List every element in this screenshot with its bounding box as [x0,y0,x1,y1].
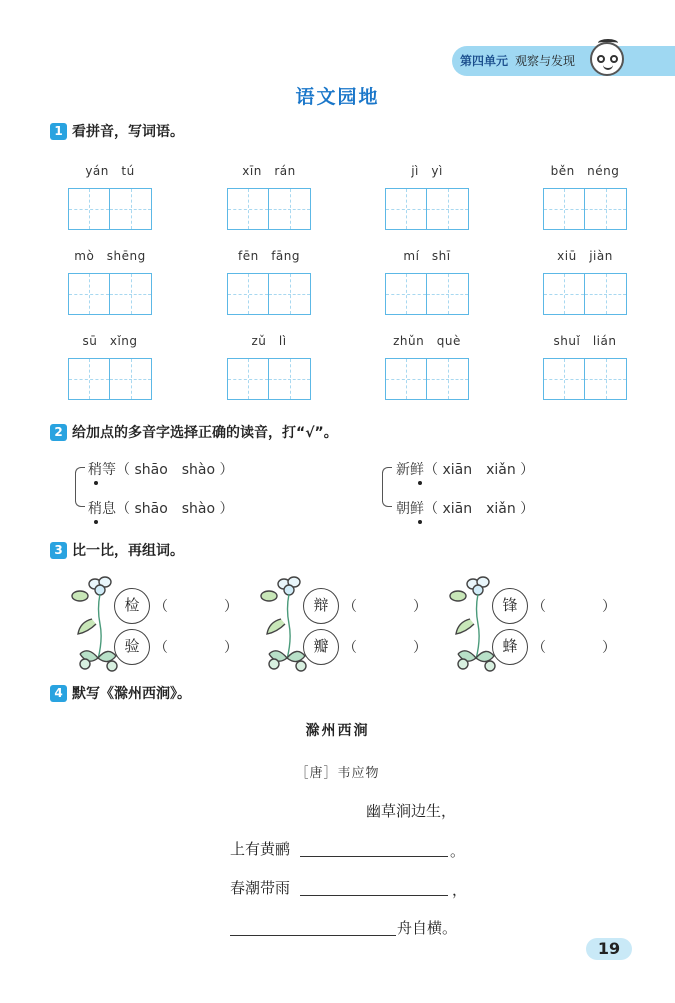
writing-grid[interactable] [68,188,152,230]
pinyin-item [227,162,311,180]
emphasis-dot [94,481,98,485]
page-title: 语文园地 [295,86,380,108]
writing-grid[interactable] [385,188,469,230]
question-2-text: 给加点的多音字选择正确的读音，打“√”。 [72,425,338,441]
pinyin-item [227,247,311,265]
pinyin-item [385,162,469,180]
answer-blank[interactable] [300,856,448,857]
writing-cell[interactable] [227,188,269,230]
writing-cell[interactable] [68,188,110,230]
writing-cell[interactable] [269,358,311,400]
writing-cell[interactable] [385,188,427,230]
pinyin-text: zhǔn què [393,334,461,348]
writing-cell[interactable] [269,273,311,315]
question-1-text: 看拼音，写词语。 [72,124,184,140]
pinyin-text: yán tú [85,164,135,178]
writing-cell[interactable] [110,188,152,230]
writing-grid[interactable] [385,358,469,400]
writing-grid[interactable] [227,273,311,315]
writing-cell[interactable] [110,358,152,400]
brace-left [75,467,85,507]
poem-line-3-start: 春潮带雨 [230,879,291,897]
writing-cell[interactable] [110,273,152,315]
answer-paren[interactable]: （ ） [154,599,238,615]
poem-author: ［唐］韦应物 [295,766,380,781]
pinyin-text: zǔ lì [251,334,287,348]
cartoon-face-icon [590,42,624,76]
pinyin-text: jì yì [411,164,443,178]
poem-line-2-start: 上有黄鹂 [230,840,291,858]
pinyin-text: fēn fāng [237,249,300,263]
pinyin-item [543,162,627,180]
pinyin-text: xīn rán [242,164,296,178]
writing-grid[interactable] [227,188,311,230]
character-circle: 蜂 [492,629,528,665]
writing-cell[interactable] [227,273,269,315]
unit-title: 观察与发现 [515,54,576,68]
poem-line-1: 幽草涧边生， [366,802,457,820]
pinyin-item [227,332,311,350]
writing-cell[interactable] [227,358,269,400]
poem-line-3-end: ， [452,881,468,899]
character-circle: 锋 [492,588,528,624]
writing-cell[interactable] [427,273,469,315]
brace-right [382,467,392,507]
writing-cell[interactable] [385,273,427,315]
writing-grid[interactable] [543,188,627,230]
writing-grid[interactable] [543,358,627,400]
pinyin-item [68,162,152,180]
pinyin-text: shuǐ lián [553,334,617,348]
writing-cell[interactable] [543,358,585,400]
writing-cell[interactable] [68,358,110,400]
writing-grid[interactable] [227,358,311,400]
poem-title: 滁州西涧 [305,723,370,739]
question-3-text: 比一比，再组词。 [72,543,184,559]
answer-blank[interactable] [300,895,448,896]
pinyin-item [385,332,469,350]
writing-cell[interactable] [385,358,427,400]
writing-grid[interactable] [385,273,469,315]
pinyin-text: xiū jiàn [557,249,613,263]
writing-cell[interactable] [543,273,585,315]
answer-paren[interactable]: （ ） [343,599,427,615]
pinyin-text: sū xǐng [82,334,138,348]
writing-grid[interactable] [68,273,152,315]
pinyin-item [543,332,627,350]
pinyin-text: mò shēng [74,249,146,263]
writing-cell[interactable] [585,358,627,400]
answer-paren[interactable]: （ ） [532,640,616,656]
emphasis-dot [418,481,422,485]
pinyin-item [68,332,152,350]
writing-cell[interactable] [543,188,585,230]
unit-tab [452,46,675,76]
character-circle: 瓣 [303,629,339,665]
writing-cell[interactable] [269,188,311,230]
answer-paren[interactable]: （ ） [343,640,427,656]
pinyin-item [385,247,469,265]
page-number: 19 [586,938,632,960]
writing-cell[interactable] [585,273,627,315]
polyphone-line: 稍息（ shāo shào ） [88,501,234,517]
question-4-heading: 4 默写《滁州西涧》。 [50,683,191,703]
pinyin-item [68,247,152,265]
answer-blank[interactable] [230,935,396,936]
poem-line-2-end: 。 [450,842,466,860]
answer-paren[interactable]: （ ） [532,599,616,615]
emphasis-dot [418,520,422,524]
pinyin-text: běn néng [550,164,620,178]
polyphone-line: 新鲜（ xiān xiǎn ） [396,462,535,478]
character-circle: 辩 [303,588,339,624]
emphasis-dot [94,520,98,524]
pinyin-item [543,247,627,265]
question-1-heading: 1 看拼音，写词语。 [50,121,184,141]
character-circle: 检 [114,588,150,624]
writing-cell[interactable] [68,273,110,315]
writing-grid[interactable] [68,358,152,400]
question-2-heading: 2 给加点的多音字选择正确的读音，打“√”。 [50,422,338,442]
poem-line-4-end: 舟自横。 [397,919,458,937]
polyphone-line: 朝鲜（ xiān xiǎn ） [396,501,535,517]
writing-cell[interactable] [585,188,627,230]
answer-paren[interactable]: （ ） [154,640,238,656]
question-3-heading: 3 比一比，再组词。 [50,540,184,560]
question-4-text: 默写《滁州西涧》。 [72,686,191,702]
writing-grid[interactable] [543,273,627,315]
unit-label: 第四单元 [460,54,509,68]
polyphone-line: 稍等（ shāo shào ） [88,462,234,478]
character-circle: 验 [114,629,150,665]
writing-cell[interactable] [427,188,469,230]
pinyin-text: mí shī [403,249,451,263]
writing-cell[interactable] [427,358,469,400]
